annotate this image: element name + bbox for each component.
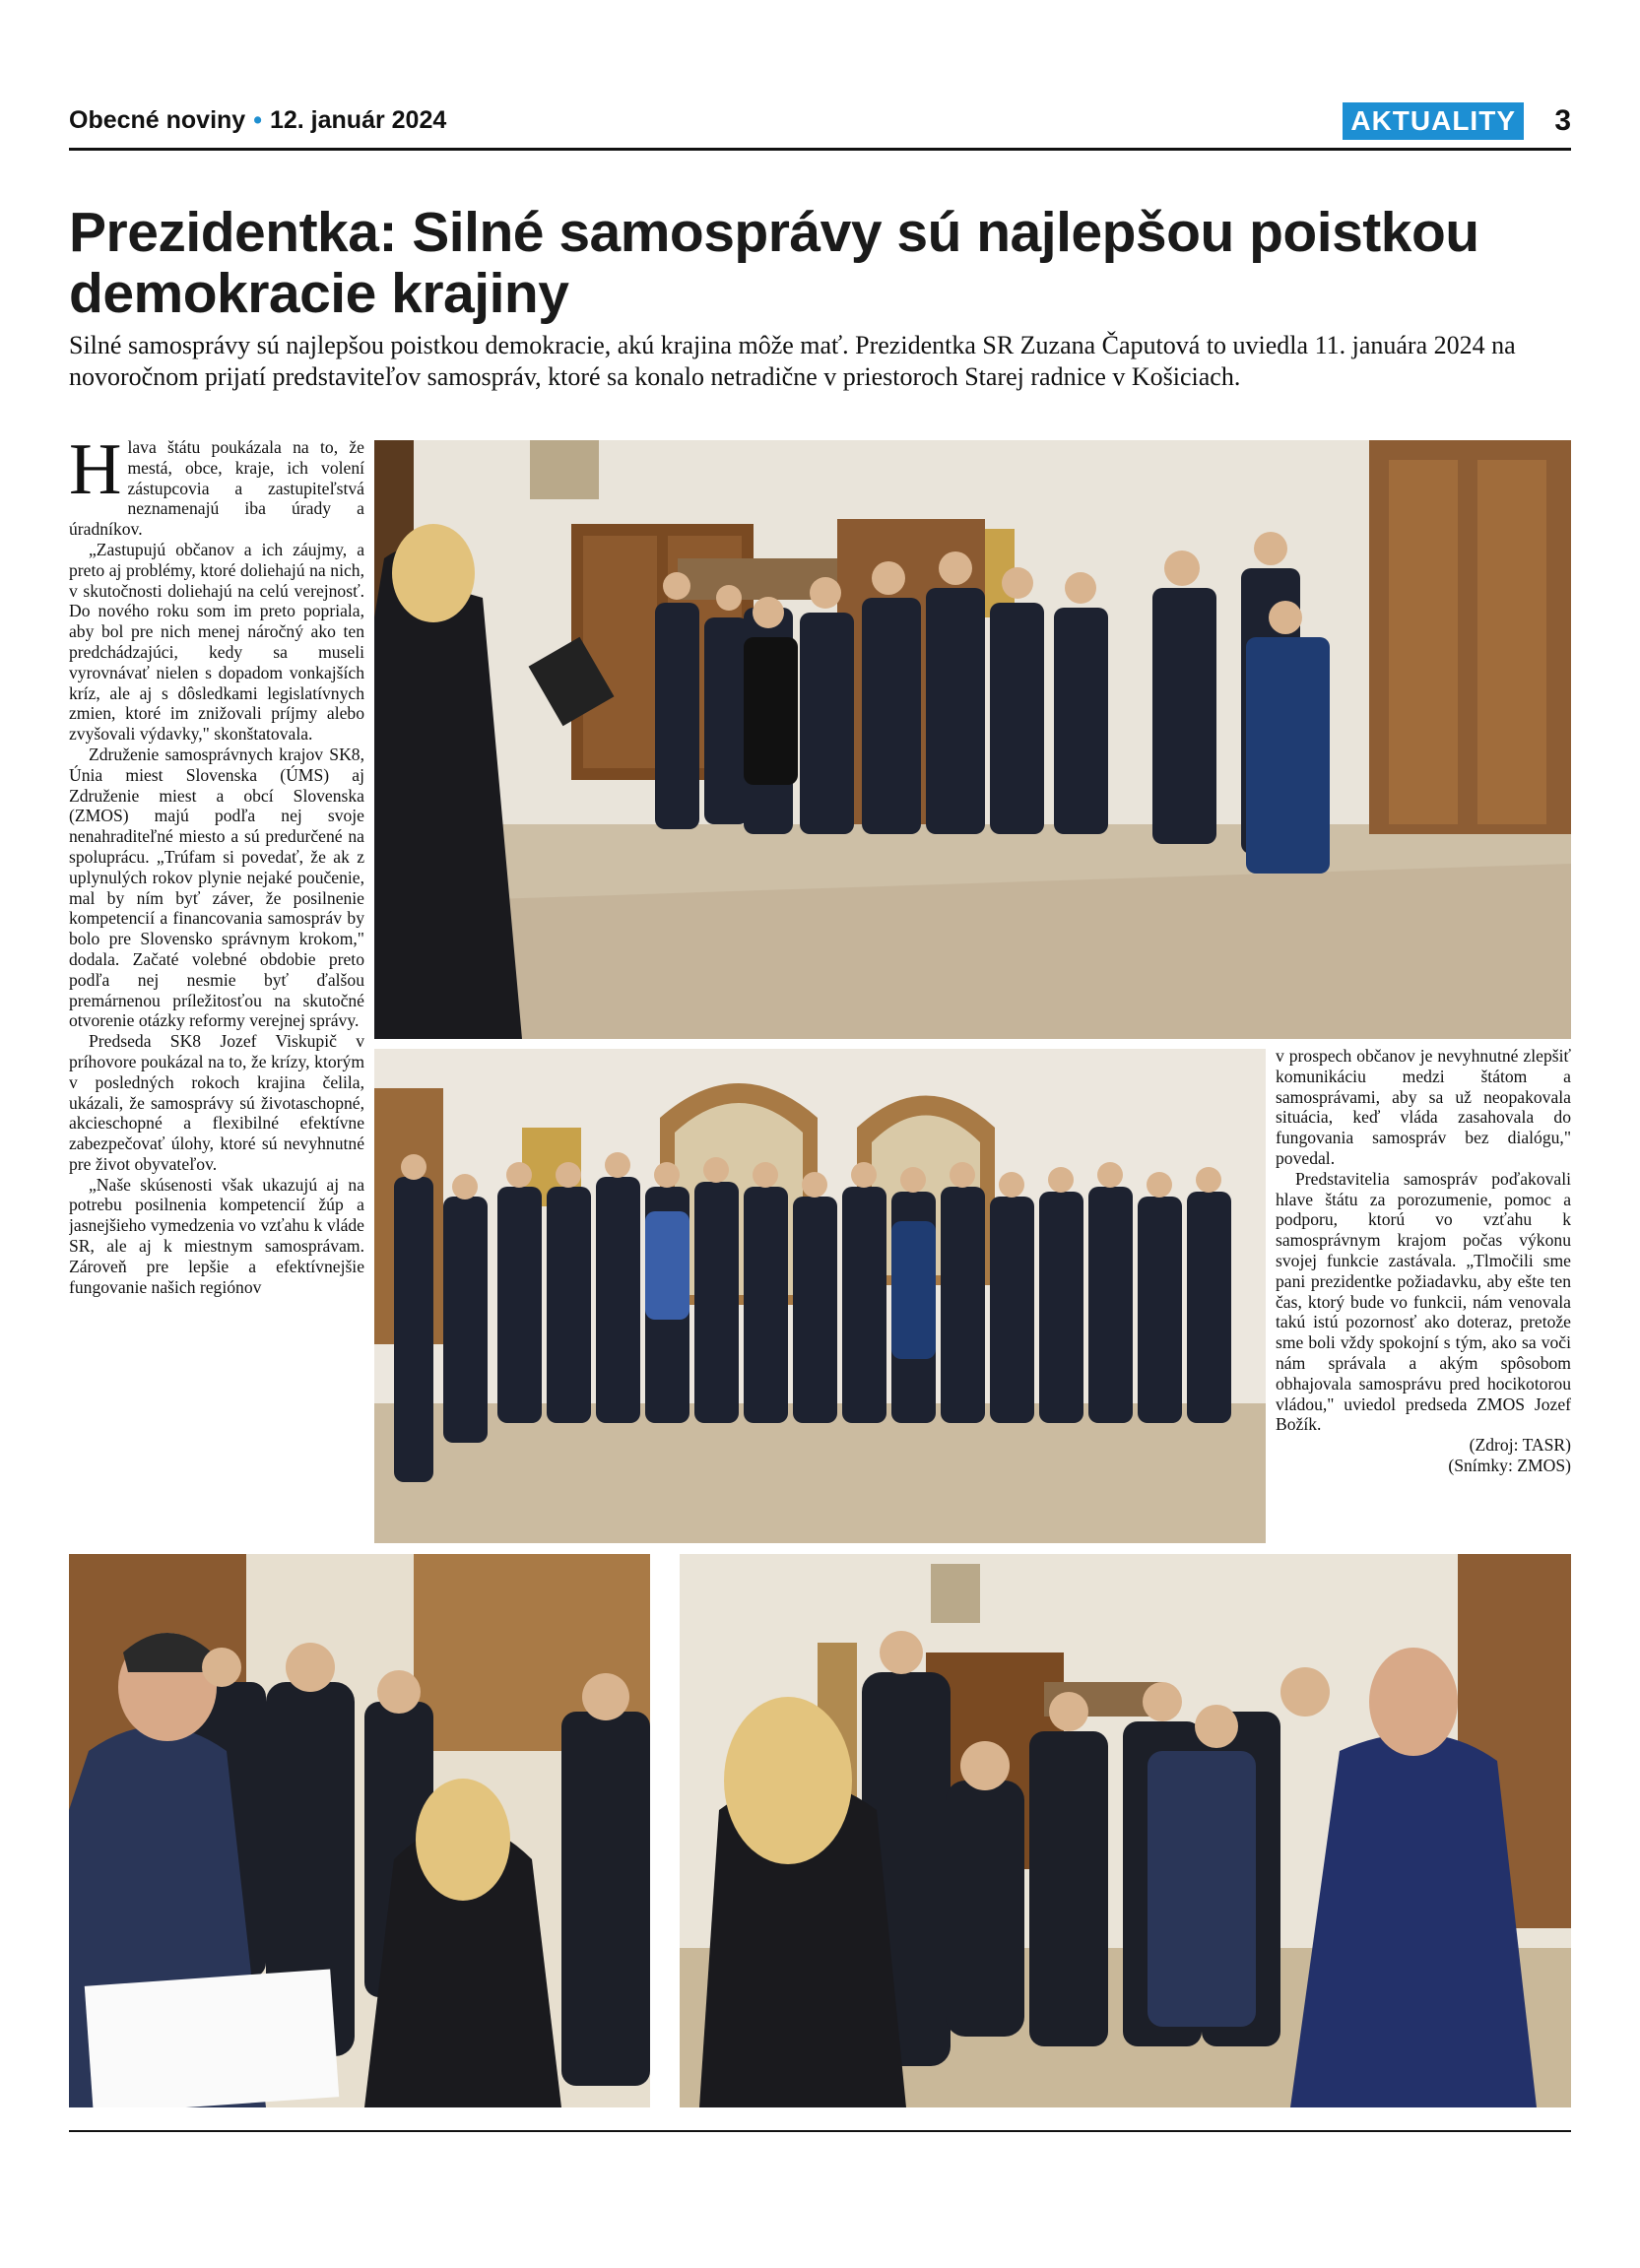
- paragraph: „Zastupujú občanov a ich záujmy, a preto aj problémy, ktoré doliehajú na nich, v skutočnosti doliehajú na celú verejnosť. Do nového roku som im preto popriala, aby bol pre nich menej náročný ako ten predchádzajúci, kedy sa museli vyrovnávať nielen s dopadom vonkajších kríz, ale aj s dôsledkami legislatívnych zmien, ktoré im znižovali príjmy alebo zvyšovali výdavky," skonštatovala.: [69, 539, 364, 745]
- section-tag: AKTUALITY: [1343, 102, 1524, 140]
- issue-date: 12. január 2024: [269, 106, 447, 134]
- article-headline: Prezidentka: Silné samosprávy sú najlepšou poistkou demokracie krajiny: [69, 201, 1479, 325]
- paragraph: v prospech občanov je nevyhnutné zlepšiť komunikáciu medzi štátom a samosprávami, aby sa už neopakovala situácia, keď vláda zasahovala do fungovania samospráv bez dialógu," povedal.: [1276, 1046, 1571, 1168]
- publication-name: Obecné noviny: [69, 106, 246, 134]
- article-lead: Silné samosprávy sú najlepšou poistkou demokracie, akú krajina môže mať. Prezidentka SR Zuzana Čaputová to uviedla 11. januára 2024 na novoročnom prijatí predstaviteľov samospráv, ktoré sa konalo netradične v priestoroch Starej radnice v Košiciach.: [69, 331, 1516, 391]
- page-number: 3: [1554, 104, 1571, 137]
- photo-audience: [680, 1554, 1571, 2107]
- paragraph: Predseda SK8 Jozef Viskupič v príhovore poukázal na to, že krízy, ktorým v posledných rokoch krajina čelila, ukázali, že samosprávy sú životaschopné, akcieschopné a flexibilné efektívne zabezpečovať úlohy, ktoré sú nevyhnutné pre život obyvateľov.: [69, 1031, 364, 1174]
- drop-cap: H: [69, 437, 122, 510]
- photo-president-speech: [374, 440, 1571, 1039]
- photo-group: [374, 1049, 1266, 1543]
- article-column-right: [1276, 1046, 1571, 1558]
- paragraph: Predstavitelia samospráv poďakovali hlave štátu za porozumenie, pomoc a podporu, ktorú vo vzťahu k samosprávnym krajom počas výkonu svojej funkcie zastávala. „Tlmočili sme pani prezidentke požiadavku, aby ešte ten čas, ktorý bude vo funkcii, nám venovala takú istú pozornosť ako doteraz, pretože sme boli vždy spokojní s tým, ako sa voči nám správala a akým spôsobom obhajovala samosprávu pred hocikotorou vládou," uviedol predseda ZMOS Jozef Božík.: [1276, 1168, 1571, 1435]
- page-header: [69, 102, 1571, 142]
- paragraph: Združenie samosprávnych krajov SK8, Únia miest Slovenska (ÚMS) aj Združenie miest a obcí Slovenska (ZMOS) majú podľa nej svoje nenahraditeľné miesto a sú predurčené na spoluprácu. „Trúfam si povedať, že ak z uplynulých rokov plynie nejaké poučenie, mal by ním byť záver, že posilnenie kompetencií a financovania samospráv by bolo pre Slovensko správnym krokom," dodala. Začaté volebné obdobie preto podľa nej nesmie byť ďalšou premárnenou príležitosťou na skutočné otvorenie otázky reformy verejnej správy.: [69, 744, 364, 1031]
- paragraph: Hlava štátu poukázala na to, že mestá, obce, kraje, ich volení zástupcovia a zastupiteľstvá neznamenajú iba úrady a úradníkov.: [69, 437, 364, 540]
- publication-line: [69, 106, 446, 135]
- photo-credit: (Snímky: ZMOS): [1448, 1455, 1571, 1475]
- article-column-left: [69, 437, 364, 1560]
- footer-divider: [69, 2130, 1571, 2132]
- header-divider: [69, 148, 1571, 151]
- photo-handover: [69, 1554, 650, 2107]
- source-credit: (Zdroj: TASR): [1469, 1435, 1571, 1456]
- paragraph: „Naše skúsenosti však ukazujú aj na potrebu posilnenia kompetencií žúp a jasnejšieho vymedzenia vo vzťahu k vláde SR, ale aj k miestnym samosprávam. Zároveň pre lepšie a efektívnejšie fungovanie našich regiónov: [69, 1174, 364, 1297]
- separator-dot: •: [253, 106, 262, 134]
